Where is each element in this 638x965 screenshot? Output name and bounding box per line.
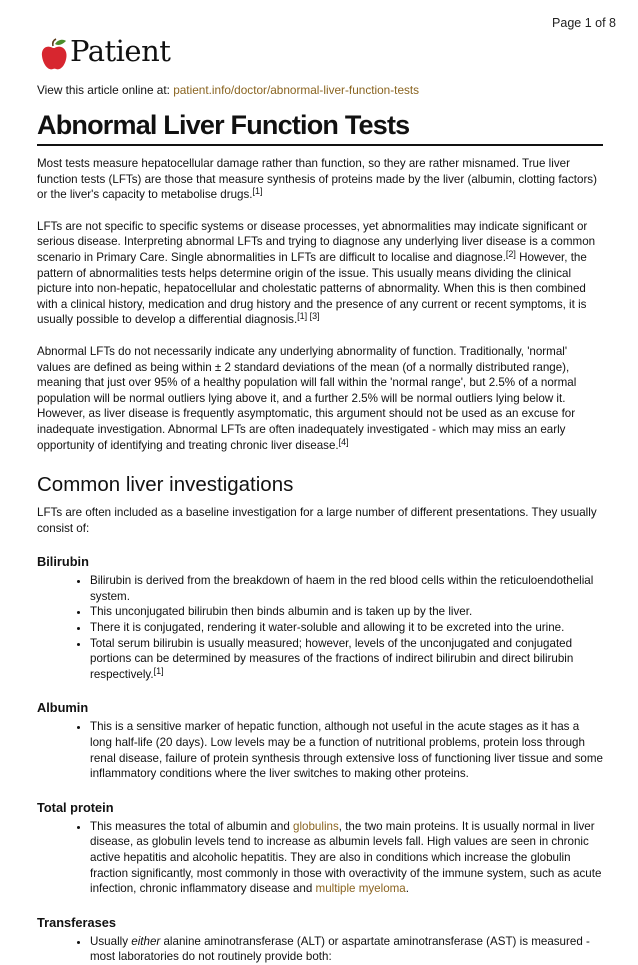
article-body (37, 156, 603, 965)
list-item: • This is a sensitive marker of hepatic function, although not useful in the acute stages as it has a long half-life (20 days). Low levels may be a function of nutritional problems, protein loss through renal disease, failure of protein synthesis through extensive loss of functioning liver tissue and some inflammatory conditions where the liver switches to making other proteins. (90, 719, 603, 781)
apple-icon (40, 38, 68, 72)
bilirubin-list (37, 573, 603, 682)
albumin-list (37, 719, 603, 781)
transferases-list (37, 934, 603, 965)
paragraph-1: Most tests measure hepatocellular damage rather than function, so they are rather misnamed. True liver function tests (LFTs) are those that measure synthesis of proteins made by the liver (albumin, clotting factors) or the liver's capacity to metabolise drugs.[1] (37, 157, 597, 202)
section-heading: Common liver investigations (37, 473, 294, 497)
paragraph-2: LFTs are not specific to specific systems or disease processes, yet abnormalities may indicate significant or serious disease. Interpreting abnormal LFTs and trying to diagnose any underlying liver disease is a common scenario in Primary Care. Single abnormalities in LFTs are difficult to localise and diagnose.[2] However, the pattern of abnormalities tests helps determine origin of the issue. This usually means dividing the clinical picture into non-hepatic, hepatocellular and cholestatic patterns of abnormality. When this is then combined with a clinical history, medication and drug history and the presence of any current or recent symptoms, it is usually possible to develop a differential diagnosis.[1] [3] (37, 219, 596, 327)
list-item: • Total serum bilirubin is usually measured; however, levels of the unconjugated and conjugated portions can be determined by measures of the fractions of indirect bilirubin and direct bilirubin respectively.[1] (90, 636, 603, 683)
view-online-line (37, 83, 419, 97)
reference-2[interactable]: [2] (505, 248, 516, 259)
reference-1[interactable]: [1] (252, 186, 263, 197)
list-item: • There it is conjugated, rendering it water-soluble and allowing it to be excreted into the urine. (90, 620, 603, 636)
page-title: Abnormal Liver Function Tests (37, 106, 603, 146)
globulins-link[interactable]: globulins (293, 819, 339, 833)
paragraph-3: Abnormal LFTs do not necessarily indicate any underlying abnormality of function. Traditionally, 'normal' values are defined as being within ± 2 standard deviations of the mean (of a normally distributed range), meaning that just over 95% of a healthy population will fall within the 'normal range', but 2.5% of a normal population will be normal outliers lying above it, and a further 2.5% will be normal outliers lying below it. However, as liver disease is frequently asymptomatic, this argument should not be used as an excuse for inadequate investigation. Abnormal LFTs are often inadequately investigated - which may miss an early opportunity of identifying and treating chronic liver disease.[4] (37, 344, 577, 452)
multiple-myeloma-link[interactable]: multiple myeloma (315, 882, 406, 896)
total-protein-list (37, 819, 603, 897)
reference-1[interactable]: [1] (153, 665, 164, 676)
albumin-heading: Albumin (37, 700, 89, 716)
section-intro: LFTs are often included as a baseline investigation for a large number of different presentations. They usually consist of: (37, 506, 597, 535)
page-number: Page 1 of 8 (552, 16, 616, 30)
list-item: • Bilirubin is derived from the breakdown of haem in the red blood cells within the reticuloendothelial system. (90, 573, 603, 604)
patient-logo[interactable] (40, 34, 180, 74)
list-item: • Usually either alanine aminotransferase (ALT) or aspartate aminotransferase (AST) is measured - most laboratories do not routinely provide both: (90, 934, 603, 965)
bilirubin-heading: Bilirubin (37, 554, 89, 570)
logo-text: Patient (70, 34, 171, 68)
transferases-heading: Transferases (37, 914, 116, 930)
article-url-link[interactable]: patient.info/doctor/abnormal-liver-function-tests (173, 83, 420, 97)
list-item: • This unconjugated bilirubin then binds albumin and is taken up by the liver. (90, 604, 603, 620)
total-protein-heading: Total protein (37, 799, 114, 815)
list-item: • This measures the total of albumin and globulins, the two main proteins. It is usually normal in liver disease, as globulin levels tend to increase as albumin levels fall. High values are seen in chronic active hepatitis and alcoholic hepatitis. They are also in conditions which increase the globulin fraction significantly, most commonly in those with overactivity of the immune system, such as acute infection, chronic inflammatory disease and multiple myeloma. (90, 819, 603, 897)
view-online-prefix: View this article online at: (37, 83, 170, 97)
reference-1-3[interactable]: [1] [3] (297, 311, 320, 322)
reference-4[interactable]: [4] (338, 436, 349, 447)
